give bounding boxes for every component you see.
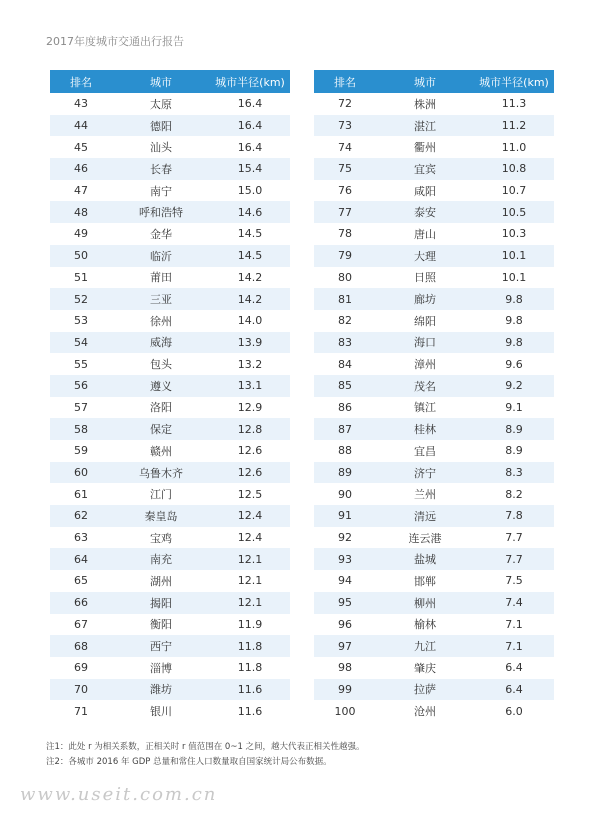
table-row: [50, 527, 290, 549]
table-row: [314, 657, 554, 679]
cell-city: 南充: [112, 548, 210, 570]
table-body-left: [50, 93, 290, 722]
cell-radius: 11.9: [210, 614, 290, 636]
cell-rank: 46: [50, 158, 112, 180]
cell-radius: 12.6: [210, 462, 290, 484]
cell-city: 太原: [112, 93, 210, 115]
column-header-rank: 排名: [50, 70, 112, 93]
cell-radius: 12.1: [210, 548, 290, 570]
cell-radius: 7.1: [474, 614, 554, 636]
table-row: [314, 245, 554, 267]
cell-city: 衢州: [376, 136, 474, 158]
cell-rank: 89: [314, 462, 376, 484]
cell-rank: 67: [50, 614, 112, 636]
table-row: [50, 223, 290, 245]
cell-city: 宜宾: [376, 158, 474, 180]
cell-radius: 7.1: [474, 635, 554, 657]
cell-rank: 63: [50, 527, 112, 549]
cell-radius: 11.2: [474, 115, 554, 137]
cell-rank: 43: [50, 93, 112, 115]
cell-city: 兰州: [376, 483, 474, 505]
watermark: www.useit.com.cn: [20, 784, 218, 805]
cell-city: 洛阳: [112, 397, 210, 419]
cell-radius: 7.4: [474, 592, 554, 614]
table-row: [50, 267, 290, 289]
cell-radius: 8.2: [474, 483, 554, 505]
cell-city: 徐州: [112, 310, 210, 332]
table-row: [314, 397, 554, 419]
table-row: [50, 201, 290, 223]
cell-radius: 13.2: [210, 353, 290, 375]
cell-rank: 45: [50, 136, 112, 158]
cell-rank: 66: [50, 592, 112, 614]
cell-radius: 11.6: [210, 679, 290, 701]
table-row: [314, 462, 554, 484]
table-row: [314, 570, 554, 592]
table-row: [314, 375, 554, 397]
cell-rank: 87: [314, 418, 376, 440]
cell-radius: 14.5: [210, 223, 290, 245]
cell-city: 金华: [112, 223, 210, 245]
table-row: [50, 592, 290, 614]
cell-radius: 14.2: [210, 267, 290, 289]
cell-rank: 97: [314, 635, 376, 657]
cell-city: 柳州: [376, 592, 474, 614]
table-row: [314, 310, 554, 332]
cell-radius: 8.9: [474, 440, 554, 462]
cell-city: 莆田: [112, 267, 210, 289]
cell-city: 包头: [112, 353, 210, 375]
cell-rank: 85: [314, 375, 376, 397]
table-row: [50, 614, 290, 636]
cell-rank: 61: [50, 483, 112, 505]
ranking-table-left: [50, 70, 290, 722]
cell-rank: 78: [314, 223, 376, 245]
cell-city: 长春: [112, 158, 210, 180]
table-row: [50, 332, 290, 354]
cell-rank: 50: [50, 245, 112, 267]
cell-rank: 62: [50, 505, 112, 527]
cell-city: 漳州: [376, 353, 474, 375]
cell-radius: 16.4: [210, 115, 290, 137]
table-row: [314, 136, 554, 158]
column-header-rank: 排名: [314, 70, 376, 93]
table-row: [50, 440, 290, 462]
table-row: [314, 548, 554, 570]
cell-rank: 82: [314, 310, 376, 332]
cell-radius: 10.1: [474, 245, 554, 267]
cell-radius: 16.4: [210, 136, 290, 158]
cell-radius: 14.5: [210, 245, 290, 267]
cell-radius: 12.5: [210, 483, 290, 505]
table-row: [314, 267, 554, 289]
cell-radius: 11.8: [210, 635, 290, 657]
cell-rank: 83: [314, 332, 376, 354]
page-header-title: 2017年度城市交通出行报告: [46, 35, 184, 48]
cell-city: 湛江: [376, 115, 474, 137]
footnote-2: 注2：各城市 2016 年 GDP 总量和常住人口数量取自国家统计局公布数据。: [46, 757, 332, 767]
table-row: [314, 527, 554, 549]
table-row: [314, 418, 554, 440]
cell-radius: 6.4: [474, 657, 554, 679]
cell-city: 大理: [376, 245, 474, 267]
cell-rank: 88: [314, 440, 376, 462]
table-row: [50, 397, 290, 419]
column-header-city: 城市: [112, 70, 210, 93]
cell-city: 南宁: [112, 180, 210, 202]
ranking-table-right: [314, 70, 554, 722]
cell-city: 海口: [376, 332, 474, 354]
cell-rank: 69: [50, 657, 112, 679]
cell-rank: 81: [314, 288, 376, 310]
cell-city: 银川: [112, 700, 210, 722]
cell-city: 宜昌: [376, 440, 474, 462]
cell-city: 赣州: [112, 440, 210, 462]
cell-city: 临沂: [112, 245, 210, 267]
cell-city: 淄博: [112, 657, 210, 679]
table-row: [50, 93, 290, 115]
table-row: [50, 288, 290, 310]
cell-city: 潍坊: [112, 679, 210, 701]
cell-city: 连云港: [376, 527, 474, 549]
cell-rank: 86: [314, 397, 376, 419]
cell-city: 邯郸: [376, 570, 474, 592]
table-row: [314, 201, 554, 223]
table-row: [314, 288, 554, 310]
cell-city: 宝鸡: [112, 527, 210, 549]
table-row: [50, 310, 290, 332]
cell-city: 汕头: [112, 136, 210, 158]
cell-city: 乌鲁木齐: [112, 462, 210, 484]
table-row: [314, 93, 554, 115]
table-row: [50, 635, 290, 657]
cell-rank: 55: [50, 353, 112, 375]
table-row: [314, 115, 554, 137]
cell-rank: 60: [50, 462, 112, 484]
cell-rank: 58: [50, 418, 112, 440]
cell-rank: 52: [50, 288, 112, 310]
table-row: [50, 679, 290, 701]
column-header-radius: 城市半径(km): [474, 70, 554, 93]
cell-city: 肇庆: [376, 657, 474, 679]
cell-city: 镇江: [376, 397, 474, 419]
cell-rank: 79: [314, 245, 376, 267]
cell-radius: 7.7: [474, 548, 554, 570]
table-row: [314, 158, 554, 180]
cell-rank: 100: [314, 700, 376, 722]
cell-radius: 10.1: [474, 267, 554, 289]
table-row: [50, 570, 290, 592]
cell-rank: 90: [314, 483, 376, 505]
cell-radius: 11.3: [474, 93, 554, 115]
cell-radius: 6.4: [474, 679, 554, 701]
table-row: [314, 332, 554, 354]
table-header-row: [50, 70, 290, 93]
cell-city: 遵义: [112, 375, 210, 397]
cell-radius: 10.7: [474, 180, 554, 202]
cell-city: 泰安: [376, 201, 474, 223]
cell-radius: 12.9: [210, 397, 290, 419]
cell-radius: 14.6: [210, 201, 290, 223]
table-row: [314, 223, 554, 245]
cell-radius: 9.8: [474, 332, 554, 354]
cell-radius: 7.5: [474, 570, 554, 592]
cell-rank: 53: [50, 310, 112, 332]
table-row: [50, 483, 290, 505]
cell-city: 秦皇岛: [112, 505, 210, 527]
table-body-right: [314, 93, 554, 722]
cell-city: 拉萨: [376, 679, 474, 701]
table-row: [50, 418, 290, 440]
cell-radius: 13.1: [210, 375, 290, 397]
cell-radius: 6.0: [474, 700, 554, 722]
cell-rank: 73: [314, 115, 376, 137]
cell-radius: 8.9: [474, 418, 554, 440]
cell-rank: 96: [314, 614, 376, 636]
cell-city: 唐山: [376, 223, 474, 245]
table-row: [50, 657, 290, 679]
cell-radius: 12.1: [210, 592, 290, 614]
table-row: [314, 440, 554, 462]
table-row: [50, 700, 290, 722]
cell-radius: 12.8: [210, 418, 290, 440]
cell-radius: 13.9: [210, 332, 290, 354]
table-header-row: [314, 70, 554, 93]
cell-radius: 11.0: [474, 136, 554, 158]
cell-radius: 14.2: [210, 288, 290, 310]
cell-radius: 7.7: [474, 527, 554, 549]
cell-rank: 99: [314, 679, 376, 701]
cell-rank: 74: [314, 136, 376, 158]
table-row: [314, 679, 554, 701]
cell-radius: 16.4: [210, 93, 290, 115]
cell-radius: 9.8: [474, 288, 554, 310]
cell-city: 桂林: [376, 418, 474, 440]
cell-radius: 9.6: [474, 353, 554, 375]
cell-radius: 14.0: [210, 310, 290, 332]
cell-city: 呼和浩特: [112, 201, 210, 223]
cell-city: 济宁: [376, 462, 474, 484]
table-row: [50, 115, 290, 137]
cell-radius: 9.8: [474, 310, 554, 332]
cell-city: 清远: [376, 505, 474, 527]
table-row: [50, 462, 290, 484]
cell-radius: 9.2: [474, 375, 554, 397]
cell-rank: 68: [50, 635, 112, 657]
table-row: [50, 505, 290, 527]
table-row: [314, 483, 554, 505]
table-row: [50, 136, 290, 158]
cell-city: 廊坊: [376, 288, 474, 310]
cell-radius: 9.1: [474, 397, 554, 419]
table-row: [314, 700, 554, 722]
cell-city: 德阳: [112, 115, 210, 137]
cell-rank: 93: [314, 548, 376, 570]
cell-city: 绵阳: [376, 310, 474, 332]
cell-radius: 10.5: [474, 201, 554, 223]
cell-city: 株洲: [376, 93, 474, 115]
cell-rank: 59: [50, 440, 112, 462]
cell-rank: 51: [50, 267, 112, 289]
cell-rank: 84: [314, 353, 376, 375]
cell-rank: 72: [314, 93, 376, 115]
cell-radius: 11.8: [210, 657, 290, 679]
cell-rank: 65: [50, 570, 112, 592]
table-row: [314, 180, 554, 202]
cell-rank: 48: [50, 201, 112, 223]
cell-rank: 64: [50, 548, 112, 570]
cell-city: 榆林: [376, 614, 474, 636]
cell-rank: 70: [50, 679, 112, 701]
cell-radius: 15.4: [210, 158, 290, 180]
cell-rank: 49: [50, 223, 112, 245]
cell-rank: 71: [50, 700, 112, 722]
cell-radius: 12.1: [210, 570, 290, 592]
cell-rank: 80: [314, 267, 376, 289]
cell-rank: 92: [314, 527, 376, 549]
cell-city: 湖州: [112, 570, 210, 592]
cell-city: 保定: [112, 418, 210, 440]
cell-rank: 56: [50, 375, 112, 397]
cell-rank: 44: [50, 115, 112, 137]
cell-radius: 12.4: [210, 527, 290, 549]
cell-radius: 10.3: [474, 223, 554, 245]
table-row: [50, 245, 290, 267]
cell-rank: 75: [314, 158, 376, 180]
cell-rank: 57: [50, 397, 112, 419]
table-row: [314, 614, 554, 636]
table-row: [50, 180, 290, 202]
table-row: [314, 505, 554, 527]
cell-radius: 11.6: [210, 700, 290, 722]
cell-city: 沧州: [376, 700, 474, 722]
column-header-radius: 城市半径(km): [210, 70, 290, 93]
cell-rank: 98: [314, 657, 376, 679]
footnotes: [46, 740, 365, 770]
cell-city: 咸阳: [376, 180, 474, 202]
cell-city: 日照: [376, 267, 474, 289]
cell-city: 九江: [376, 635, 474, 657]
cell-rank: 76: [314, 180, 376, 202]
table-row: [50, 158, 290, 180]
table-row: [50, 548, 290, 570]
footnote-1: 注1：此处 r 为相关系数，正相关时 r 值范围在 0~1 之间，越大代表正相关性越强。: [46, 742, 365, 752]
cell-city: 盐城: [376, 548, 474, 570]
cell-city: 西宁: [112, 635, 210, 657]
cell-rank: 95: [314, 592, 376, 614]
cell-city: 茂名: [376, 375, 474, 397]
cell-radius: 15.0: [210, 180, 290, 202]
cell-rank: 47: [50, 180, 112, 202]
cell-radius: 7.8: [474, 505, 554, 527]
cell-radius: 12.6: [210, 440, 290, 462]
cell-rank: 54: [50, 332, 112, 354]
column-header-city: 城市: [376, 70, 474, 93]
table-row: [314, 353, 554, 375]
cell-radius: 12.4: [210, 505, 290, 527]
cell-city: 衡阳: [112, 614, 210, 636]
table-row: [314, 592, 554, 614]
cell-rank: 94: [314, 570, 376, 592]
cell-radius: 8.3: [474, 462, 554, 484]
table-row: [314, 635, 554, 657]
cell-rank: 77: [314, 201, 376, 223]
cell-city: 威海: [112, 332, 210, 354]
table-row: [50, 353, 290, 375]
table-row: [50, 375, 290, 397]
cell-rank: 91: [314, 505, 376, 527]
cell-city: 揭阳: [112, 592, 210, 614]
cell-radius: 10.8: [474, 158, 554, 180]
cell-city: 三亚: [112, 288, 210, 310]
cell-city: 江门: [112, 483, 210, 505]
